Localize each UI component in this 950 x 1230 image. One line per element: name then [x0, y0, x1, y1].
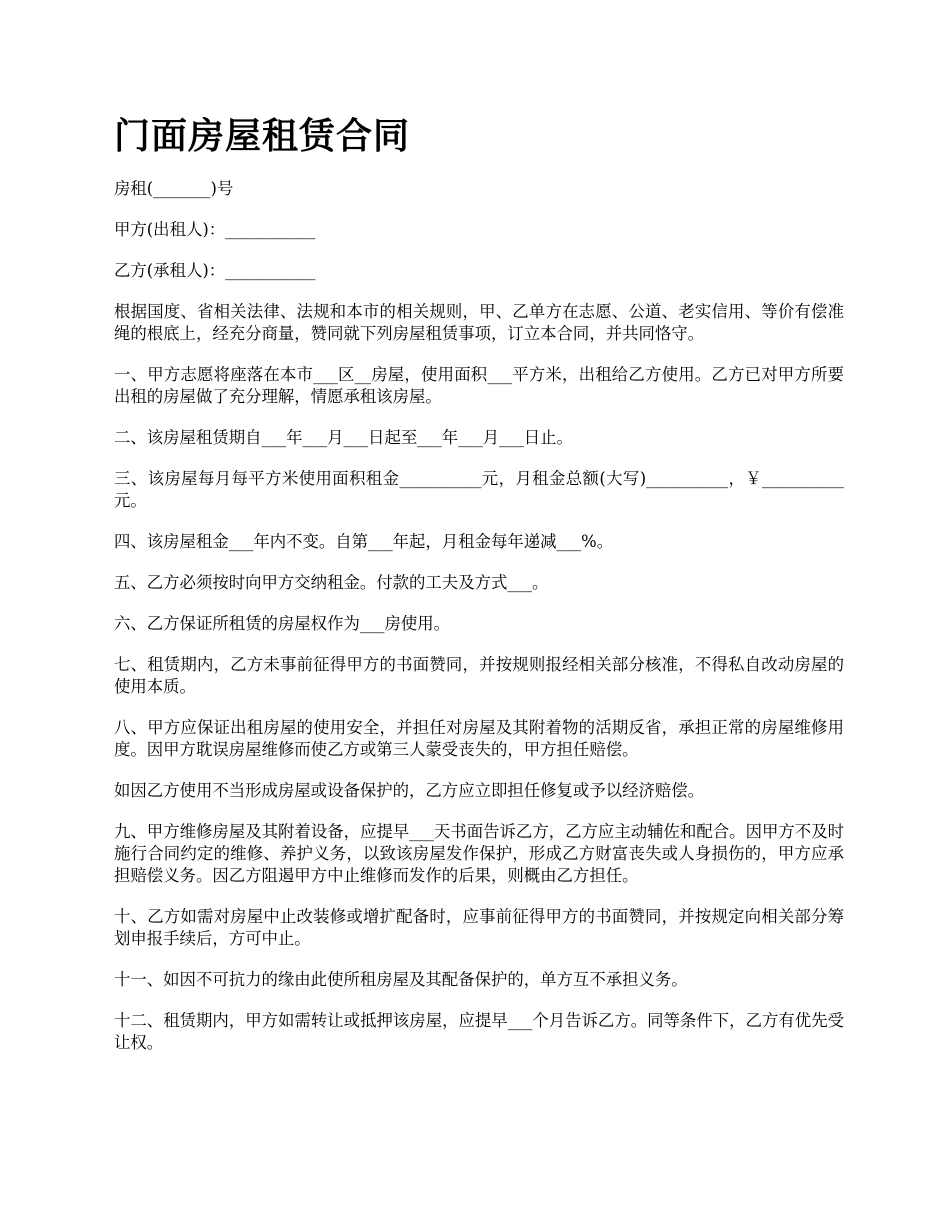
document-body [114, 178, 844, 1073]
preamble-paragraph: 根据国度、省相关法律、法规和本市的相关规则，甲、乙单方在志愿、公道、老实信用、等价有偿准绳的根底上，经充分商量，赞同就下列房屋租赁事项，订立本合同，并共同恪守。 [114, 302, 844, 343]
clause-11: 十一、如因不可抗力的缘由此使所租房屋及其配备保护的，单方互不承担义务。 [114, 970, 688, 989]
clause-8-supplement: 如因乙方使用不当形成房屋或设备保护的，乙方应立即担任修复或予以经济赔偿。 [114, 781, 705, 800]
contract-number-line: 房租(_______)号 [114, 179, 234, 198]
clause-1: 一、甲方志愿将座落在本市___区__房屋，使用面积___平方米，出租给乙方使用。乙方已对甲方所要出租的房屋做了充分理解，情愿承租该房屋。 [114, 365, 844, 406]
document-title: 门面房屋租赁合同 [114, 115, 411, 157]
clause-8: 八、甲方应保证出租房屋的使用安全，并担任对房屋及其附着物的活期反省，承担正常的房屋维修用度。因甲方耽误房屋维修而使乙方或第三人蒙受丧失的，甲方担任赔偿。 [114, 718, 844, 759]
clause-4: 四、该房屋租金___年内不变。自第___年起，月租金每年递减___%。 [114, 532, 614, 551]
clause-6: 六、乙方保证所租赁的房屋权作为___房使用。 [114, 614, 451, 633]
clause-7: 七、租赁期内，乙方未事前征得甲方的书面赞同，并按规则报经相关部分核准，不得私自改动房屋的使用本质。 [114, 655, 844, 696]
clause-5: 五、乙方必须按时向甲方交纳租金。付款的工夫及方式___。 [114, 573, 549, 592]
lessor-line: 甲方(出租人)：___________ [114, 220, 316, 239]
clause-3: 三、该房屋每月每平方米使用面积租金__________元，月租金总额(大写)__________，￥__________元。 [114, 469, 844, 510]
clause-2: 二、该房屋租赁期自___年___月___日起至___年___月___日止。 [114, 428, 573, 447]
clause-10: 十、乙方如需对房屋中止改装修或增扩配备时，应事前征得甲方的书面赞同，并按规定向相关部分筹划申报手续后，方可中止。 [114, 907, 844, 948]
clause-9: 九、甲方维修房屋及其附着设备，应提早___天书面告诉乙方，乙方应主动辅佐和配合。因甲方不及时施行合同约定的维修、养护义务，以致该房屋发作保护，形成乙方财富丧失或人身损伤的，甲方应承担赔偿义务。因乙方阻遏甲方中止维修而发作的后果，则概由乙方担任。 [114, 822, 844, 885]
lessee-line: 乙方(承租人)：___________ [114, 261, 316, 280]
clause-12: 十二、租赁期内，甲方如需转让或抵押该房屋，应提早___个月告诉乙方。同等条件下，乙方有优先受让权。 [114, 1011, 844, 1052]
